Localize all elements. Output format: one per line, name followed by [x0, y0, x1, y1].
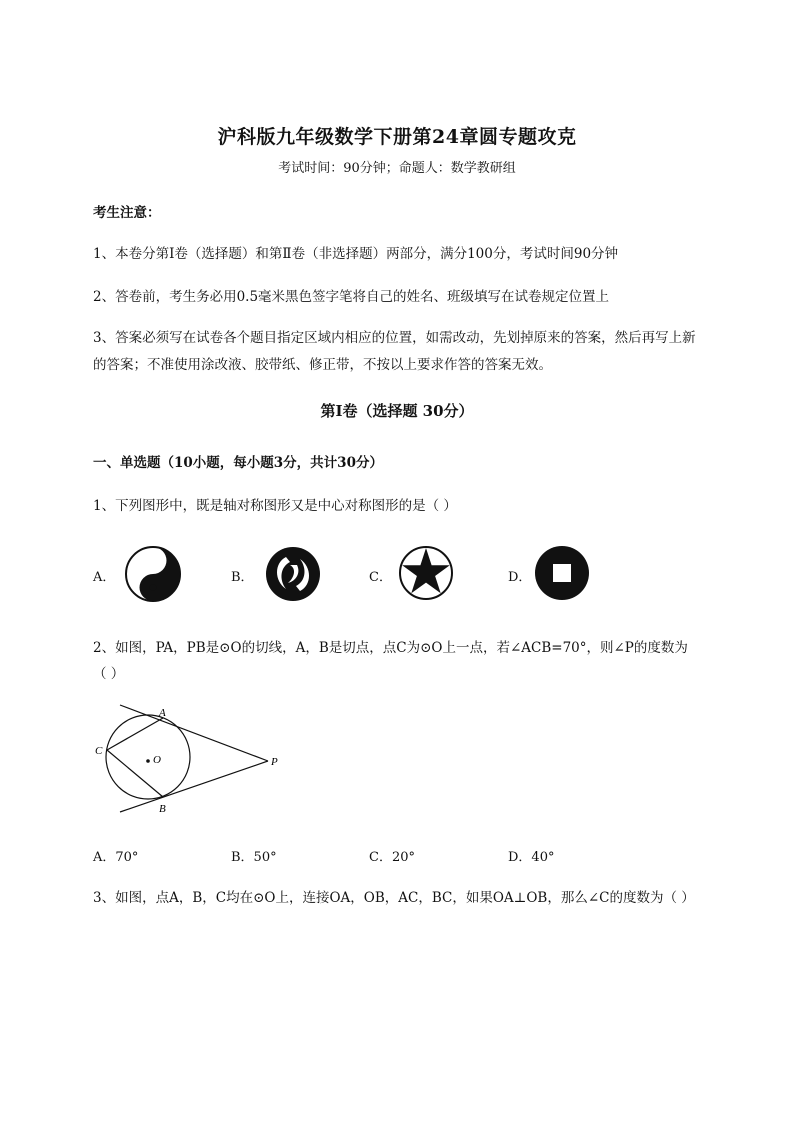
note-item-3-continued: 的答案；不准使用涂改液、胶带纸、修正带，不按以上要求作答的答案无效。: [93, 357, 552, 373]
question-2-text-continued: （ ）: [93, 666, 125, 682]
tangent-lines-figure: [90, 700, 300, 820]
chord-ca: [107, 718, 163, 750]
star-in-circle-icon: [398, 545, 454, 601]
label-b: B: [159, 803, 166, 815]
label-a: A: [159, 707, 166, 719]
tangent-pa: [120, 705, 268, 761]
notes-heading: 考生注意：: [93, 205, 161, 221]
section-title: 第I卷（选择题 30分）: [320, 402, 474, 420]
page-title: 沪科版九年级数学下册第24章圆专题攻克: [217, 126, 577, 148]
label-p: P: [271, 756, 278, 768]
circle-o: [106, 715, 190, 799]
q2-option-a: A．70°: [93, 850, 139, 865]
square-hole-coin-icon: [534, 545, 590, 601]
yin-yang-icon: [124, 545, 182, 603]
note-item-1: 1、本卷分第I卷（选择题）和第Ⅱ卷（非选择题）两部分，满分100分，考试时间90分钟: [93, 246, 619, 262]
question-2-text: 2、如图，PA，PB是⊙O的切线，A，B是切点，点C为⊙O上一点，若∠ACB=70°，则∠P的度数为: [93, 640, 688, 656]
tangent-pb: [120, 761, 268, 812]
center-point-o: [146, 759, 150, 763]
exam-info: 考试时间：90分钟；命题人：数学教研组: [278, 161, 516, 176]
question-3-text: 3、如图，点A，B，C均在⊙O上，连接OA，OB，AC，BC，如果OA⊥OB，那么∠C的度数为（ ）: [93, 890, 695, 906]
note-item-2: 2、答卷前，考生务必用0.5毫米黑色签字笔将自己的姓名、班级填写在试卷规定位置上: [93, 289, 610, 305]
note-item-3: 3、答案必须写在试卷各个题目指定区域内相应的位置，如需改动，先划掉原来的答案，然后再写上新: [93, 330, 696, 346]
q1-option-c-label: C．: [369, 570, 392, 585]
q1-option-d-label: D．: [508, 570, 532, 585]
q2-option-c: C．20°: [369, 850, 415, 865]
q1-option-a-label: A．: [93, 570, 116, 585]
question-1-text: 1、下列图形中，既是轴对称图形又是中心对称图形的是（ ）: [93, 498, 457, 514]
part-title: 一、单选题（10小题，每小题3分，共计30分）: [93, 455, 383, 471]
q2-option-b: B．50°: [231, 850, 277, 865]
q2-option-d: D．40°: [508, 850, 555, 865]
swirl-emblem-icon: [264, 545, 322, 603]
label-c: C: [95, 745, 103, 757]
q1-option-b-label: B．: [231, 570, 254, 585]
label-o: O: [153, 754, 161, 766]
